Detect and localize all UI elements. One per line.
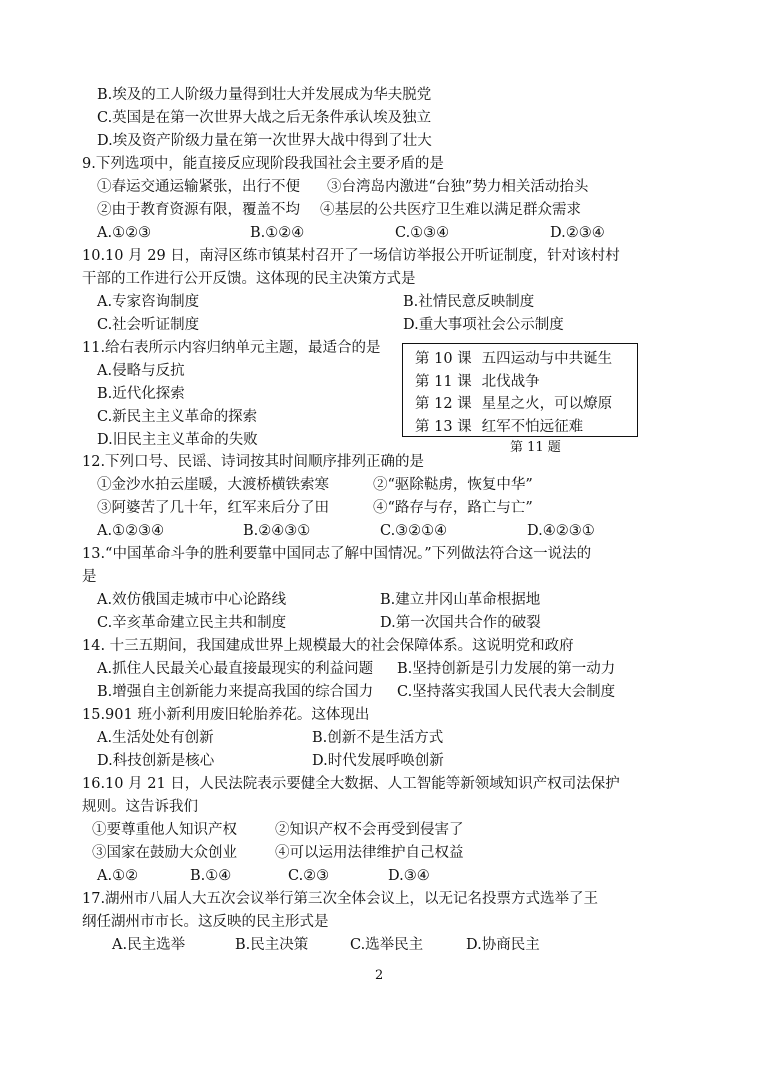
q11-table-caption: 第 11 题 [510,440,561,455]
q11-option-d: D.旧民主主义革命的失败 [97,432,258,448]
q9-statement-4: ④基层的公共医疗卫生难以满足群众需求 [320,202,581,218]
q16-statement-1: ①要尊重他人知识产权 [92,822,237,838]
q14-option-a: A.抓住人民最关心最直接最现实的利益问题 [97,661,374,677]
q12-option-a: A.①②③④ [97,523,165,539]
q17-stem-line2: 纲任湖州市市长。这反映的民主形式是 [82,914,329,930]
q11-lesson-table [402,343,638,437]
q17-option-c: C.选举民主 [350,937,424,953]
q14-option-b: B.坚持创新是引力发展的第一动力 [397,661,616,677]
q8-option-b: B.埃及的工人阶级力量得到壮大并发展成为华夫脱党 [97,87,432,103]
q12-option-c: C.③②①④ [380,523,448,539]
q12-stem: 12.下列口号、民谣、诗词按其时间顺序排列正确的是 [82,454,425,470]
q9-statement-3: ③台湾岛内激进“台独”势力相关活动抬头 [327,179,589,195]
q12-statement-1: ①金沙水拍云崖暖，大渡桥横铁索寒 [97,477,329,493]
q14-stem: 14. 十三五期间，我国建成世界上规模最大的社会保障体系。这说明党和政府 [82,638,574,654]
q11-option-c: C.新民主主义革命的探索 [97,409,258,425]
lesson-title: 五四运动与中共诞生 [481,351,613,367]
q11-table-row [415,371,637,394]
q11-table-row [415,416,637,439]
q14-option-d: C.坚持落实我国人民代表大会制度 [397,684,616,700]
q16-option-a: A.①② [97,868,139,884]
q10-option-a: A.专家咨询制度 [97,294,200,310]
q14-option-c: B.增强自主创新能力来提高我国的综合国力 [97,684,374,700]
q12-statement-4: ④“路存与存，路亡与亡” [373,500,533,516]
q17-option-d: D.协商民主 [466,937,540,953]
page-number: 2 [375,968,384,983]
q9-option-c: C.①③④ [395,225,450,241]
lesson-title: 星星之火，可以燎原 [481,396,613,412]
q15-option-a: A.生活处处有创新 [97,730,214,746]
q13-option-d: D.第一次国共合作的破裂 [380,615,541,631]
q16-stem-line1: 16.10 月 21 日，人民法院表示要健全大数据、人工智能等新领域知识产权司法保护 [82,776,620,792]
q16-statement-2: ②知识产权不会再受到侵害了 [275,822,464,838]
q11-stem: 11.给右表所示内容归纳单元主题，最适合的是 [82,340,381,356]
q9-option-a: A.①②③ [97,225,152,241]
q16-option-c: C.②③ [288,868,330,884]
lesson-number: 第 11 课 [415,373,472,390]
q10-stem-line1: 10.10 月 29 日，南浔区练市镇某村召开了一场信访举报公开听证制度，针对该村村 [82,248,620,264]
q16-stem-line2: 规则。这告诉我们 [82,799,198,815]
q15-option-d: D.时代发展呼唤创新 [312,753,444,769]
q11-option-b: B.近代化探索 [97,386,185,402]
q16-option-b: B.①④ [190,868,232,884]
q16-option-d: D.③④ [388,868,430,884]
q9-statement-1: ①春运交通运输紧张，出行不便 [97,179,300,195]
q15-option-b: B.创新不是生活方式 [312,730,444,746]
q10-stem-line2: 干部的工作进行公开反馈。这体现的民主决策方式是 [82,271,416,287]
q13-option-c: C.辛亥革命建立民主共和制度 [97,615,287,631]
q15-option-c: D.科技创新是核心 [97,753,215,769]
lesson-number: 第 13 课 [415,418,472,435]
q13-stem-line1: 13.“中国革命斗争的胜利要靠中国同志了解中国情况。”下列做法符合这一说法的 [82,546,592,562]
q8-option-d: D.埃及资产阶级力量在第一次世界大战中得到了壮大 [97,133,432,149]
q13-option-b: B.建立井冈山革命根据地 [380,592,541,608]
q13-stem-line2: 是 [82,569,97,585]
q16-statement-4: ④可以运用法律维护自己权益 [275,845,464,861]
q12-statement-2: ②“驱除鞑虏，恢复中华” [373,477,533,493]
q9-stem: 9.下列选项中，能直接反应现阶段我国社会主要矛盾的是 [82,156,444,172]
q8-option-c: C.英国是在第一次世界大战之后无条件承认埃及独立 [97,110,432,126]
q10-option-d: D.重大事项社会公示制度 [403,317,564,333]
q15-stem: 15.901 班小新利用废旧轮胎养花。这体现出 [82,707,370,723]
lesson-title: 北伐战争 [481,373,540,390]
q17-stem-line1: 17.湖州市八届人大五次会议举行第三次全体会议上，以无记名投票方式选举了王 [82,891,599,907]
q12-option-b: B.②④③① [243,523,311,539]
q9-option-d: D.②③④ [550,225,605,241]
q12-option-d: D.④②③① [527,523,595,539]
q11-option-a: A.侵略与反抗 [97,363,185,379]
q9-statement-2: ②由于教育资源有限，覆盖不均 [97,202,300,218]
lesson-number: 第 10 课 [415,351,472,367]
q12-statement-3: ③阿婆苦了几十年，红军来后分了田 [97,500,329,516]
q11-table-row [415,393,637,416]
q11-table-row [415,348,637,371]
q16-statement-3: ③国家在鼓励大众创业 [92,845,237,861]
lesson-title: 红军不怕远征难 [481,418,584,435]
q13-option-a: A.效仿俄国走城市中心论路线 [97,592,287,608]
q17-option-b: B.民主决策 [235,937,309,953]
q9-option-b: B.①②④ [250,225,305,241]
lesson-number: 第 12 课 [415,396,472,412]
q10-option-b: B.社情民意反映制度 [403,294,535,310]
q17-option-a: A.民主选举 [112,937,186,953]
q10-option-c: C.社会听证制度 [97,317,200,333]
